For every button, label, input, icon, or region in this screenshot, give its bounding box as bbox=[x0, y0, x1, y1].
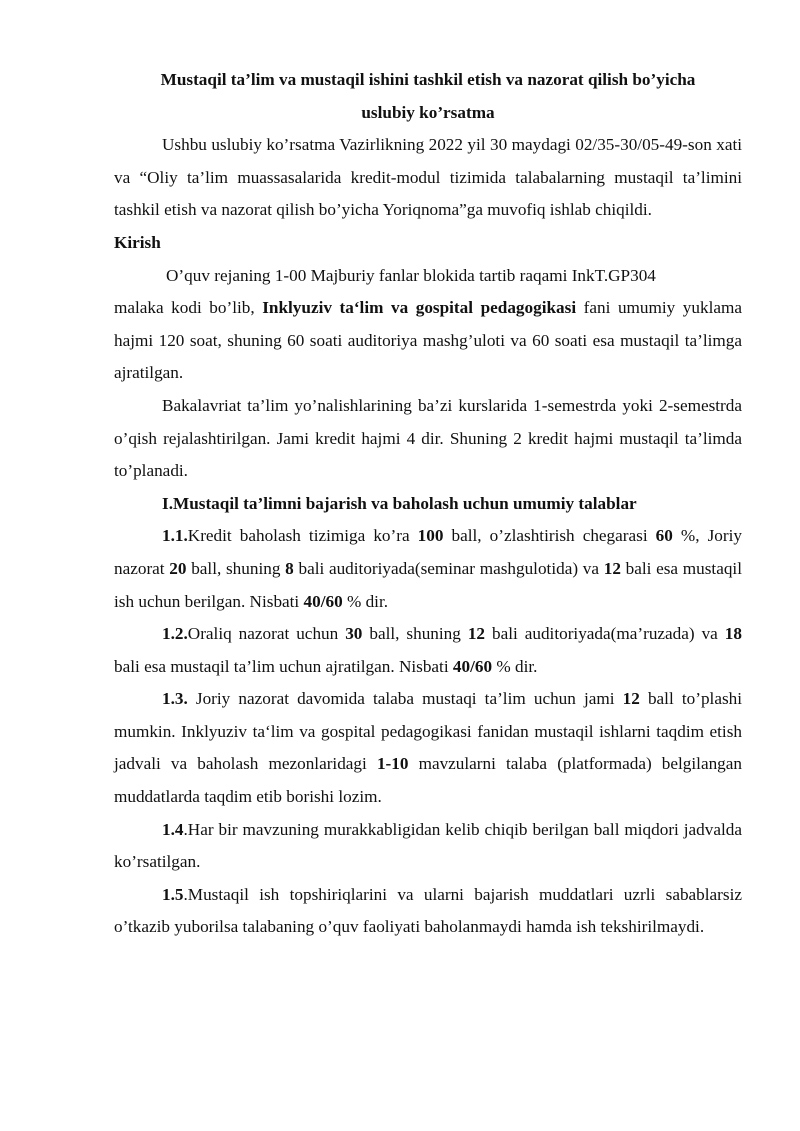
kirish-p1-text-b: fani umumiy yuklama hajmi 120 soat, shuning 60 soati auditoriya mashg’uloti va 60 soati esa mustaqil ta’limga ajratilgan. bbox=[114, 298, 742, 383]
item-number: 1.4 bbox=[162, 819, 184, 839]
kirish-heading: Kirish bbox=[114, 232, 161, 252]
item-1-5 bbox=[114, 879, 742, 944]
item-text: bali auditoriyada(ma’ruzada) va bbox=[485, 624, 725, 644]
item-text: mavzularni talaba (platformada) belgilangan muddatlarda taqdim etib borishi lozim. bbox=[114, 754, 742, 807]
item-number: 1.2. bbox=[162, 624, 188, 644]
item-text: ball to’plashi mumkin. Inklyuziv ta‘lim va gospital pedagogikasi fanidan mustaqil ishlarni taqdim etish jadvali va baholash mezonlaridagi bbox=[114, 689, 743, 774]
intro-paragraph: Ushbu uslubiy ko’rsatma Vazirlikning 2022 yil 30 maydagi 02/35-30/05-49-son xati va “Oliy ta’lim muassasalarida kredit-modul tizimida talabalarning mustaqil ta’limini tashkil etish va nazorat qilish bo’yicha Yoriqnoma”ga muvofiq ishlab chiqildi. bbox=[114, 135, 742, 220]
document-title bbox=[114, 64, 742, 129]
item-text: %, Joriy nazorat bbox=[114, 526, 742, 578]
item-bold-value: 30 bbox=[345, 624, 363, 644]
item-text: Joriy nazorat davomida talaba mustaqi ta’lim uchun jami bbox=[187, 689, 623, 709]
item-bold-value: 12 bbox=[467, 624, 486, 644]
item-text: ball, o’zlashtirish chegarasi bbox=[443, 526, 656, 546]
item-text: bali esa mustaqil ish uchun berilgan. Nisbati bbox=[114, 558, 742, 611]
item-text: Oraliq nazorat uchun bbox=[187, 624, 346, 644]
item-number: 1.5 bbox=[162, 884, 184, 904]
kirish-p1-text-a: malaka kodi bo’lib, bbox=[114, 298, 263, 318]
item-bold-value: 8 bbox=[285, 558, 294, 578]
title-line-2: uslubiy ko’rsatma bbox=[361, 102, 495, 122]
item-bold-value: 100 bbox=[417, 526, 444, 546]
item-text: .Har bir mavzuning murakkabligidan kelib chiqib berilgan ball miqdori jadvalda ko’rsatilgan. bbox=[114, 819, 742, 872]
item-text: ball, shuning bbox=[362, 624, 468, 644]
item-text: bali auditoriyada(seminar mashgulotida) va bbox=[293, 558, 604, 578]
item-bold-value: 12 bbox=[603, 558, 621, 578]
kirish-paragraph-2: Bakalavriat ta’lim yo’nalishlarining ba’zi kurslarida 1-semestrda yoki 2-semestrda o’qish rejalashtirilgan. Jami kredit hajmi 4 dir. Shuning 2 kredit hajmi mustaqil ta’limda to’planadi. bbox=[114, 395, 742, 481]
item-bold-value: 40/60 bbox=[303, 591, 343, 611]
item-text: % dir. bbox=[342, 591, 389, 611]
kirish-paragraph-1 bbox=[114, 260, 742, 390]
item-1-2 bbox=[114, 618, 742, 683]
item-1-4 bbox=[114, 814, 742, 879]
item-text: bali esa mustaqil ta’lim uchun ajratilgan. Nisbati bbox=[114, 656, 453, 676]
item-1-1 bbox=[114, 520, 742, 618]
item-text: ball, shuning bbox=[186, 558, 286, 578]
item-1-3 bbox=[114, 683, 742, 813]
item-bold-value: 60 bbox=[655, 526, 673, 546]
item-bold-value: 40/60 bbox=[452, 656, 493, 676]
item-number: 1.1. bbox=[162, 526, 188, 546]
section-1-heading: I.Mustaqil ta’limni bajarish va baholash uchun umumiy talablar bbox=[162, 493, 637, 513]
item-bold-value: 1-10 bbox=[376, 754, 409, 774]
item-text: Kredit baholash tizimiga ko’ra bbox=[187, 526, 418, 546]
item-text: % dir. bbox=[492, 656, 538, 676]
item-bold-value: 18 bbox=[724, 624, 742, 644]
title-line-1: Mustaqil ta’lim va mustaqil ishini tashkil etish va nazorat qilish bo’yicha bbox=[160, 70, 696, 89]
item-bold-value: 20 bbox=[169, 558, 187, 578]
course-name: Inklyuziv ta‘lim va gospital pedagogikasi bbox=[262, 298, 577, 318]
kirish-p1-line1: O’quv rejaning 1-00 Majburiy fanlar blokida tartib raqami InkT.GP304 bbox=[166, 265, 656, 285]
item-text: .Mustaqil ish topshiriqlarini va ularni bajarish muddatlari uzrli sabablarsiz o’tkazib yuborilsa talabaning o’quv faoliyati baholanmaydi hamda ish tekshirilmaydi. bbox=[114, 884, 742, 937]
item-bold-value: 12 bbox=[622, 689, 640, 709]
item-number: 1.3. bbox=[162, 689, 188, 709]
